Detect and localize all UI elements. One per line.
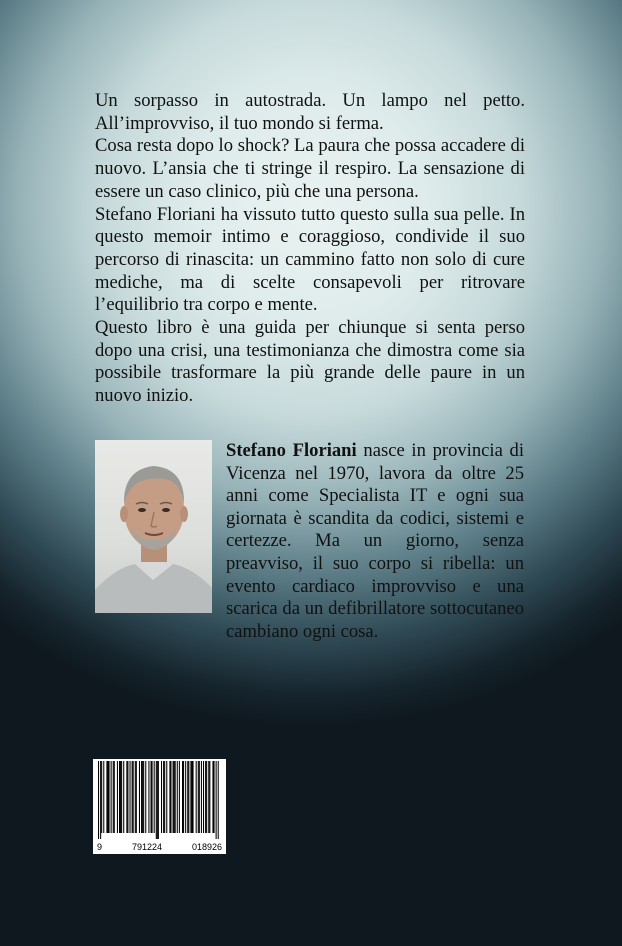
barcode-bar (136, 761, 137, 833)
barcode-bar (164, 761, 165, 833)
barcode-bar (214, 761, 215, 833)
barcode-bar (156, 761, 157, 839)
author-bio-text: nasce in provincia di Vicenza nel 1970, lavora da oltre 25 anni come Specialista IT e ogni sua giornata è scandita da codici, sistemi e certezze. Ma un giorno, senza preavviso, il suo corpo si ribella: un evento cardiaco improvviso e una scarica da un defibrillatore sottocutaneo cambiano ogni cosa. (226, 440, 525, 642)
barcode-bar (111, 761, 112, 833)
barcode-group-right: 018926 (191, 842, 222, 852)
barcode-bar (218, 761, 219, 839)
barcode-bar (216, 761, 217, 839)
blurb-paragraph-4: Questo libro è una guida per chiunque si senta perso dopo una crisi, una testimonianza che dimostra come sia possibile trasformare la più grande delle paure in un nuovo inizio. (95, 317, 525, 407)
barcode-bar (133, 761, 134, 833)
barcode-bar (151, 761, 152, 833)
barcode-bar (170, 761, 171, 833)
barcode-bar (100, 761, 101, 839)
blurb-paragraph-3: Stefano Floriani ha vissuto tutto questo sulla sua pelle. In questo memoir intimo e coraggioso, condivide il suo percorso di rinascita: un cammino fatto non solo di cure mediche, ma di scelte consapevoli per ritrovare l’equilibrio tra corpo e mente. (95, 203, 525, 316)
barcode-bar (209, 761, 210, 833)
barcode-bar (126, 761, 127, 833)
barcode-bar (193, 761, 194, 833)
back-cover-blurb (95, 90, 525, 408)
barcode-bar (177, 761, 178, 833)
barcode-bar (163, 761, 164, 833)
barcode-bar (113, 761, 114, 833)
barcode-bar (145, 761, 146, 833)
barcode-bar (148, 761, 149, 833)
barcode-bar (196, 761, 197, 833)
barcode-bar (175, 761, 176, 833)
barcode-bar (139, 761, 140, 833)
barcode-bar (141, 761, 142, 833)
barcode-bar (127, 761, 128, 833)
barcode-bar (143, 761, 144, 833)
isbn-barcode (93, 759, 226, 854)
barcode-bar (179, 761, 180, 833)
barcode-bar (142, 761, 143, 833)
barcode-digit-first: 9 (97, 842, 103, 852)
barcode-bar (205, 761, 206, 833)
barcode-bar (121, 761, 122, 833)
barcode-bar (106, 761, 107, 833)
barcode-bar (130, 761, 131, 833)
barcode-bar (103, 761, 104, 833)
blurb-paragraph-1: Un sorpasso in autostrada. Un lampo nel petto. All’improvviso, il tuo mondo si ferma. (95, 90, 525, 134)
barcode-bar (201, 761, 202, 833)
barcode-bar (135, 761, 136, 833)
barcode-bar (132, 761, 133, 833)
barcode-bar (185, 761, 186, 833)
barcode-bar (174, 761, 175, 833)
barcode-group-left: 791224 (131, 842, 162, 852)
barcode-bar (123, 761, 124, 833)
barcode-bar (188, 761, 189, 833)
barcode-bar (183, 761, 184, 833)
barcode-bar (208, 761, 209, 833)
barcode-bar (173, 761, 174, 833)
barcode-bar (161, 761, 162, 833)
barcode-digits (93, 842, 226, 852)
barcode-bar (152, 761, 153, 833)
barcode-bar (158, 761, 159, 839)
author-bio (226, 440, 524, 643)
barcode-bar (187, 761, 188, 833)
barcode-bar (154, 761, 155, 833)
barcode-bar (182, 761, 183, 833)
author-photo (95, 440, 212, 613)
barcode-bar (203, 761, 204, 833)
barcode-bar (169, 761, 170, 833)
barcode-bar (191, 761, 192, 833)
barcode-bar (199, 761, 200, 833)
author-section (95, 440, 525, 642)
barcode-bar (206, 761, 207, 833)
author-name: Stefano Floriani (226, 440, 357, 461)
barcode-bar (190, 761, 191, 833)
barcode-bar (198, 761, 199, 833)
barcode-bar (119, 761, 120, 833)
barcode-bar (101, 761, 102, 833)
barcode-bar (107, 761, 108, 833)
blurb-paragraph-2: Cosa resta dopo lo shock? La paura che possa accadere di nuovo. L’ansia che ti stringe il respiro. La sensazione di essere un caso clinico, più che una persona. (95, 135, 525, 202)
barcode-bar (98, 761, 99, 839)
barcode-bar (120, 761, 121, 833)
barcode-bar (109, 761, 110, 833)
barcode-bar (166, 761, 167, 833)
barcode-bar (117, 761, 118, 833)
barcode-bars (93, 759, 226, 839)
barcode-bar (157, 761, 158, 839)
barcode-bar (212, 761, 213, 833)
barcode-bar (114, 761, 115, 833)
